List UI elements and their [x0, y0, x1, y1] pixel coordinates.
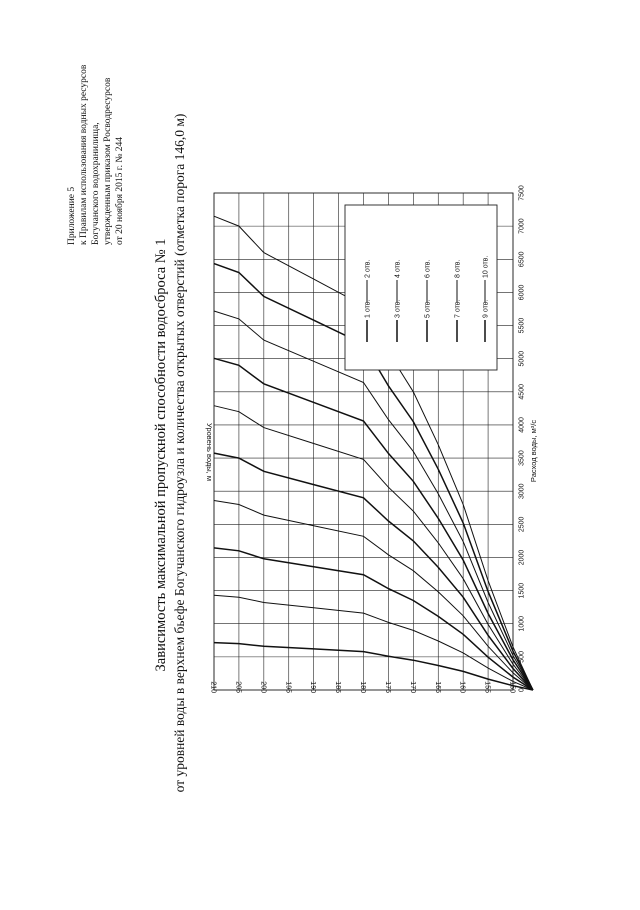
y-tick-label: 195 — [284, 681, 292, 693]
legend-label: 9 отв. — [482, 299, 490, 318]
legend-label: 10 отв. — [482, 255, 490, 278]
legend-box — [345, 205, 497, 370]
x-tick-label: 2500 — [518, 516, 526, 533]
x-tick-label: 0 — [518, 688, 526, 692]
y-tick-label: 210 — [209, 681, 217, 693]
x-tick-label: 1000 — [518, 615, 526, 632]
y-tick-label: 150 — [508, 681, 516, 693]
y-tick-label: 165 — [433, 681, 441, 693]
legend-label: 1 отв. — [364, 299, 372, 318]
x-tick-label: 6500 — [518, 251, 526, 268]
y-tick-label: 170 — [408, 681, 416, 693]
chart-subtitle: от уровней воды в верхнем бьефе Богучанского гидроузла и количества открытых отверстий (отметка порога 146,0 м) — [172, 113, 187, 793]
legend-label: 6 отв. — [424, 259, 432, 278]
legend-label: 2 отв. — [364, 259, 372, 278]
x-tick-label: 7500 — [518, 185, 526, 201]
y-tick-label: 180 — [359, 681, 366, 693]
x-tick-label: 500 — [518, 651, 526, 663]
y-tick-label: 155 — [483, 681, 491, 693]
y-axis-label: Уровень воды, м — [205, 423, 214, 481]
y-tick-label: 160 — [458, 681, 466, 693]
legend-label: 8 отв. — [454, 259, 462, 278]
chart-title: Зависимость максимальной пропускной способности водосброса № 1 — [153, 238, 169, 672]
x-axis-label: Расход воды, м³/с — [529, 419, 538, 483]
y-tick-label: 190 — [309, 681, 317, 693]
y-tick-label: 185 — [334, 681, 342, 693]
x-tick-label: 1500 — [518, 582, 526, 599]
series-line — [214, 406, 533, 690]
x-tick-label: 4000 — [518, 417, 526, 433]
x-tick-label: 2000 — [518, 549, 526, 566]
x-tick-label: 5500 — [518, 317, 526, 334]
x-tick-label: 3500 — [518, 450, 526, 466]
header-line-5: от 20 ноября 2015 г. № 244 — [115, 136, 125, 245]
y-tick-label: 200 — [259, 681, 267, 693]
y-tick-label: 175 — [383, 681, 391, 693]
legend-label: 7 отв. — [454, 299, 462, 318]
x-tick-label: 3000 — [518, 483, 526, 499]
annex-header — [67, 64, 125, 245]
header-line-4: утвержденным приказом Росводресурсов — [103, 77, 113, 245]
legend — [345, 205, 497, 370]
header-line-3: Богучанского водохранилища, — [91, 122, 101, 245]
x-tick-label: 7000 — [518, 218, 526, 234]
x-tick-label: 5000 — [518, 350, 526, 367]
header-line-1: Приложение 5 — [67, 186, 77, 245]
legend-label: 4 отв. — [394, 259, 402, 278]
x-tick-label: 4500 — [518, 384, 526, 400]
y-tick-label: 205 — [234, 681, 242, 693]
legend-label: 3 отв. — [394, 299, 402, 318]
x-tick-label: 6000 — [518, 284, 526, 301]
legend-label: 5 отв. — [424, 299, 432, 318]
header-line-2: к Правилам использования водных ресурсов — [79, 64, 89, 245]
